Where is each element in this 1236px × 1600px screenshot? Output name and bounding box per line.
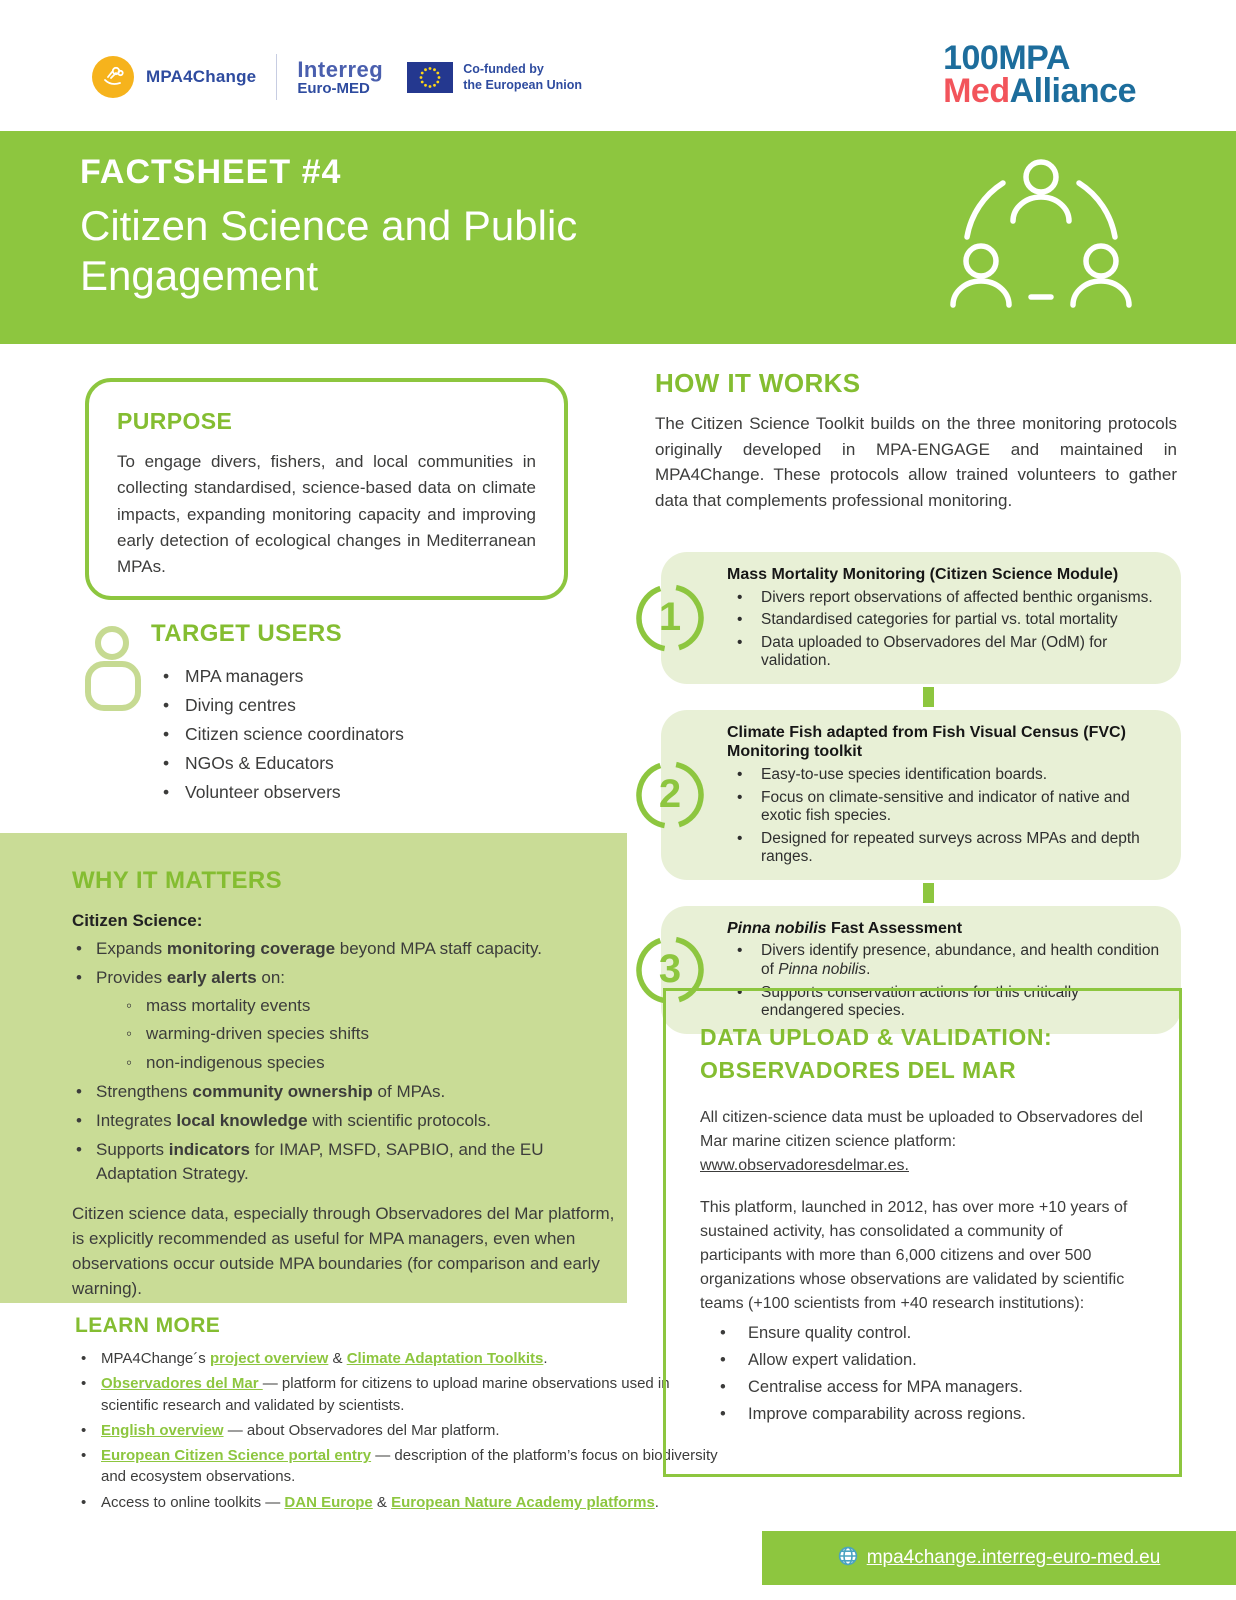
data-upload-section bbox=[663, 988, 1182, 1477]
list-item: • Focus on climate-sensitive and indicator of native and exotic fish species. bbox=[727, 789, 1163, 826]
list-item: • Improve comparability across regions. bbox=[700, 1405, 1145, 1424]
why-outro: Citizen science data, especially through Observadores del Mar platform, is explicitly recommended as useful for MPA managers, even when observations occur outside MPA boundaries (for comparison and early warning). bbox=[72, 1204, 615, 1298]
step-1-card bbox=[661, 552, 1181, 684]
footer-bar bbox=[762, 1531, 1236, 1585]
data-upload-para-2: This platform, launched in 2012, has over more +10 years of sustained activity, has consolidated a community of participants with more than 6,000 citizens and over 500 organizations whose observations are validated by scientific teams (+100 scientists from +40 research institutions): bbox=[700, 1198, 1128, 1312]
list-item: ◦ warming-driven species shifts bbox=[122, 1022, 611, 1046]
purpose-heading: PURPOSE bbox=[117, 408, 233, 434]
step-3-number-badge: 3 bbox=[635, 935, 705, 1005]
community-network-icon bbox=[939, 147, 1144, 330]
purpose-body: To engage divers, fishers, and local communities in collecting standardised, science-based data on climate impacts, expanding monitoring capacity and improving early detection of ecological changes in Mediterranean MPAs. bbox=[117, 452, 536, 577]
link-ena-platforms[interactable]: European Nature Academy platforms bbox=[391, 1493, 655, 1511]
alliance-logo bbox=[943, 39, 1136, 111]
factsheet-kicker: FACTSHEET #4 bbox=[80, 153, 342, 191]
top-logo-bar bbox=[0, 0, 1236, 131]
link-climate-adaptation-toolkits[interactable]: Climate Adaptation Toolkits bbox=[346, 1350, 544, 1367]
step-2-number-badge: 2 bbox=[635, 760, 705, 830]
why-intro: Citizen Science: bbox=[72, 911, 203, 930]
link-project-overview[interactable]: project overview bbox=[209, 1350, 329, 1367]
step-2-card bbox=[661, 710, 1181, 880]
list-item: • Provides early alerts on: ◦ mass mortality events ◦ warming-driven species shifts ◦ non-indigenous species bbox=[72, 966, 611, 1075]
link-ecs-portal-entry[interactable]: European Citizen Science portal entry bbox=[101, 1447, 372, 1465]
link-observadores-site[interactable]: www.observadoresdelmar.es. bbox=[700, 1156, 909, 1174]
list-item: • Divers report observations of affected benthic organisms. bbox=[727, 589, 1163, 608]
list-item: • Standardised categories for partial vs. total mortality bbox=[727, 611, 1163, 630]
mpa4change-logo-icon bbox=[92, 56, 134, 98]
person-icon bbox=[85, 626, 143, 717]
interreg-logo-wordmark: Interreg bbox=[297, 56, 384, 82]
list-item: • Access to online toolkits — DAN Europe & European Nature Academy platforms. bbox=[75, 1492, 730, 1513]
list-item: • Expands monitoring coverage beyond MPA staff capacity. bbox=[72, 937, 611, 961]
step-connector bbox=[923, 883, 934, 903]
hero-banner bbox=[0, 131, 1236, 344]
why-sublist bbox=[122, 994, 611, 1074]
logo-divider bbox=[276, 54, 277, 100]
how-it-works-heading: HOW IT WORKS bbox=[655, 368, 861, 398]
list-item: • Divers identify presence, abundance, and health condition of Pinna nobilis. bbox=[727, 942, 1163, 979]
step-1-number-badge: 1 bbox=[635, 583, 705, 653]
eu-cofunded-label: Co-funded by the European Union bbox=[463, 61, 582, 92]
link-observadores-del-mar[interactable]: Observadores del Mar bbox=[101, 1375, 263, 1393]
list-item: • Diving centres bbox=[161, 695, 615, 716]
list-item: • Data uploaded to Observadores del Mar (OdM) for validation. bbox=[727, 634, 1163, 671]
mpa4change-logo bbox=[92, 56, 256, 98]
step-title: Climate Fish adapted from Fish Visual Census (FVC) Monitoring toolkit bbox=[727, 723, 1126, 761]
why-heading: WHY IT MATTERS bbox=[72, 867, 283, 894]
list-item: • NGOs & Educators bbox=[161, 753, 615, 774]
list-item: • Volunteer observers bbox=[161, 782, 615, 803]
step-title: Mass Mortality Monitoring (Citizen Science Module) bbox=[727, 566, 1119, 583]
data-upload-heading: DATA UPLOAD & VALIDATION: OBSERVADORES DEL MAR bbox=[700, 1024, 1053, 1084]
list-item: • European Citizen Science portal entry — description of the platform’s focus on biodiversity and ecosystem observations. bbox=[75, 1445, 730, 1488]
footer-link[interactable]: mpa4change.interreg-euro-med.eu bbox=[866, 1547, 1161, 1568]
learn-more-section bbox=[75, 1314, 730, 1517]
step-bullets bbox=[727, 589, 1163, 671]
step-title: Pinna nobilis Fast Assessment bbox=[727, 919, 963, 937]
list-item: • Supports indicators for IMAP, MSFD, SAPBIO, and the EU Adaptation Strategy. bbox=[72, 1138, 611, 1186]
data-upload-para-1: All citizen-science data must be uploaded to Observadores del Mar marine citizen science platform: www.observadoresdelmar.es. bbox=[700, 1108, 1143, 1174]
protocol-steps bbox=[635, 552, 1181, 1034]
alliance-logo-bottom: MedAlliance bbox=[943, 72, 1136, 111]
list-item: • Centralise access for MPA managers. bbox=[700, 1378, 1145, 1397]
target-users-section bbox=[85, 620, 615, 811]
data-upload-list bbox=[700, 1324, 1145, 1424]
learn-more-heading: LEARN MORE bbox=[75, 1314, 221, 1337]
list-item: • Integrates local knowledge with scientific protocols. bbox=[72, 1109, 611, 1133]
eu-cofunded-logo bbox=[407, 61, 582, 94]
page-title: Citizen Science and Public Engagement bbox=[80, 202, 578, 300]
list-item: • English overview — about Observadores del Mar platform. bbox=[75, 1420, 730, 1441]
list-item: • Observadores del Mar — platform for citizens to upload marine observations used in scientific research and validated by scientists. bbox=[75, 1373, 730, 1416]
mpa4change-logo-label: MPA4Change bbox=[146, 67, 257, 86]
list-item: • Easy-to-use species identification boards. bbox=[727, 766, 1163, 785]
target-users-heading: TARGET USERS bbox=[151, 620, 343, 647]
globe-icon bbox=[838, 1546, 858, 1571]
how-it-works-section bbox=[655, 368, 1177, 513]
step-connector bbox=[923, 687, 934, 707]
list-item: • Citizen science coordinators bbox=[161, 724, 615, 745]
learn-more-list bbox=[75, 1348, 730, 1513]
list-item: • MPA managers bbox=[161, 666, 615, 687]
partner-logos bbox=[92, 54, 582, 100]
how-it-works-body: The Citizen Science Toolkit builds on the three monitoring protocols originally developed in MPA-ENGAGE and maintained in MPA4Change. These protocols allow trained volunteers to gather data that complements professional monitoring. bbox=[655, 414, 1177, 510]
list-item: • Strengthens community ownership of MPAs. bbox=[72, 1080, 611, 1104]
link-english-overview[interactable]: English overview bbox=[101, 1421, 224, 1439]
why-it-matters-section bbox=[0, 833, 627, 1303]
interreg-logo bbox=[297, 58, 383, 97]
list-item: ◦ non-indigenous species bbox=[122, 1051, 611, 1075]
list-item: • Allow expert validation. bbox=[700, 1351, 1145, 1370]
target-users-list bbox=[161, 666, 615, 803]
purpose-section bbox=[85, 378, 568, 600]
list-item: • Supports conservation actions for this critically endangered species. bbox=[727, 984, 1163, 1021]
list-item: • Designed for repeated surveys across MPAs and depth ranges. bbox=[727, 830, 1163, 867]
list-item: ◦ mass mortality events bbox=[122, 994, 611, 1018]
step-bullets bbox=[727, 766, 1163, 867]
interreg-programme-label: Euro-MED bbox=[297, 79, 370, 97]
list-item: • MPA4Change´s project overview & Climate Adaptation Toolkits. bbox=[75, 1348, 730, 1369]
list-item: • Ensure quality control. bbox=[700, 1324, 1145, 1343]
eu-flag-icon bbox=[407, 62, 453, 93]
step-1 bbox=[635, 552, 1181, 684]
link-dan-europe[interactable]: DAN Europe bbox=[284, 1493, 373, 1511]
alliance-logo-top: 100MPA bbox=[943, 39, 1070, 77]
step-2 bbox=[635, 710, 1181, 880]
why-list bbox=[72, 937, 611, 1186]
